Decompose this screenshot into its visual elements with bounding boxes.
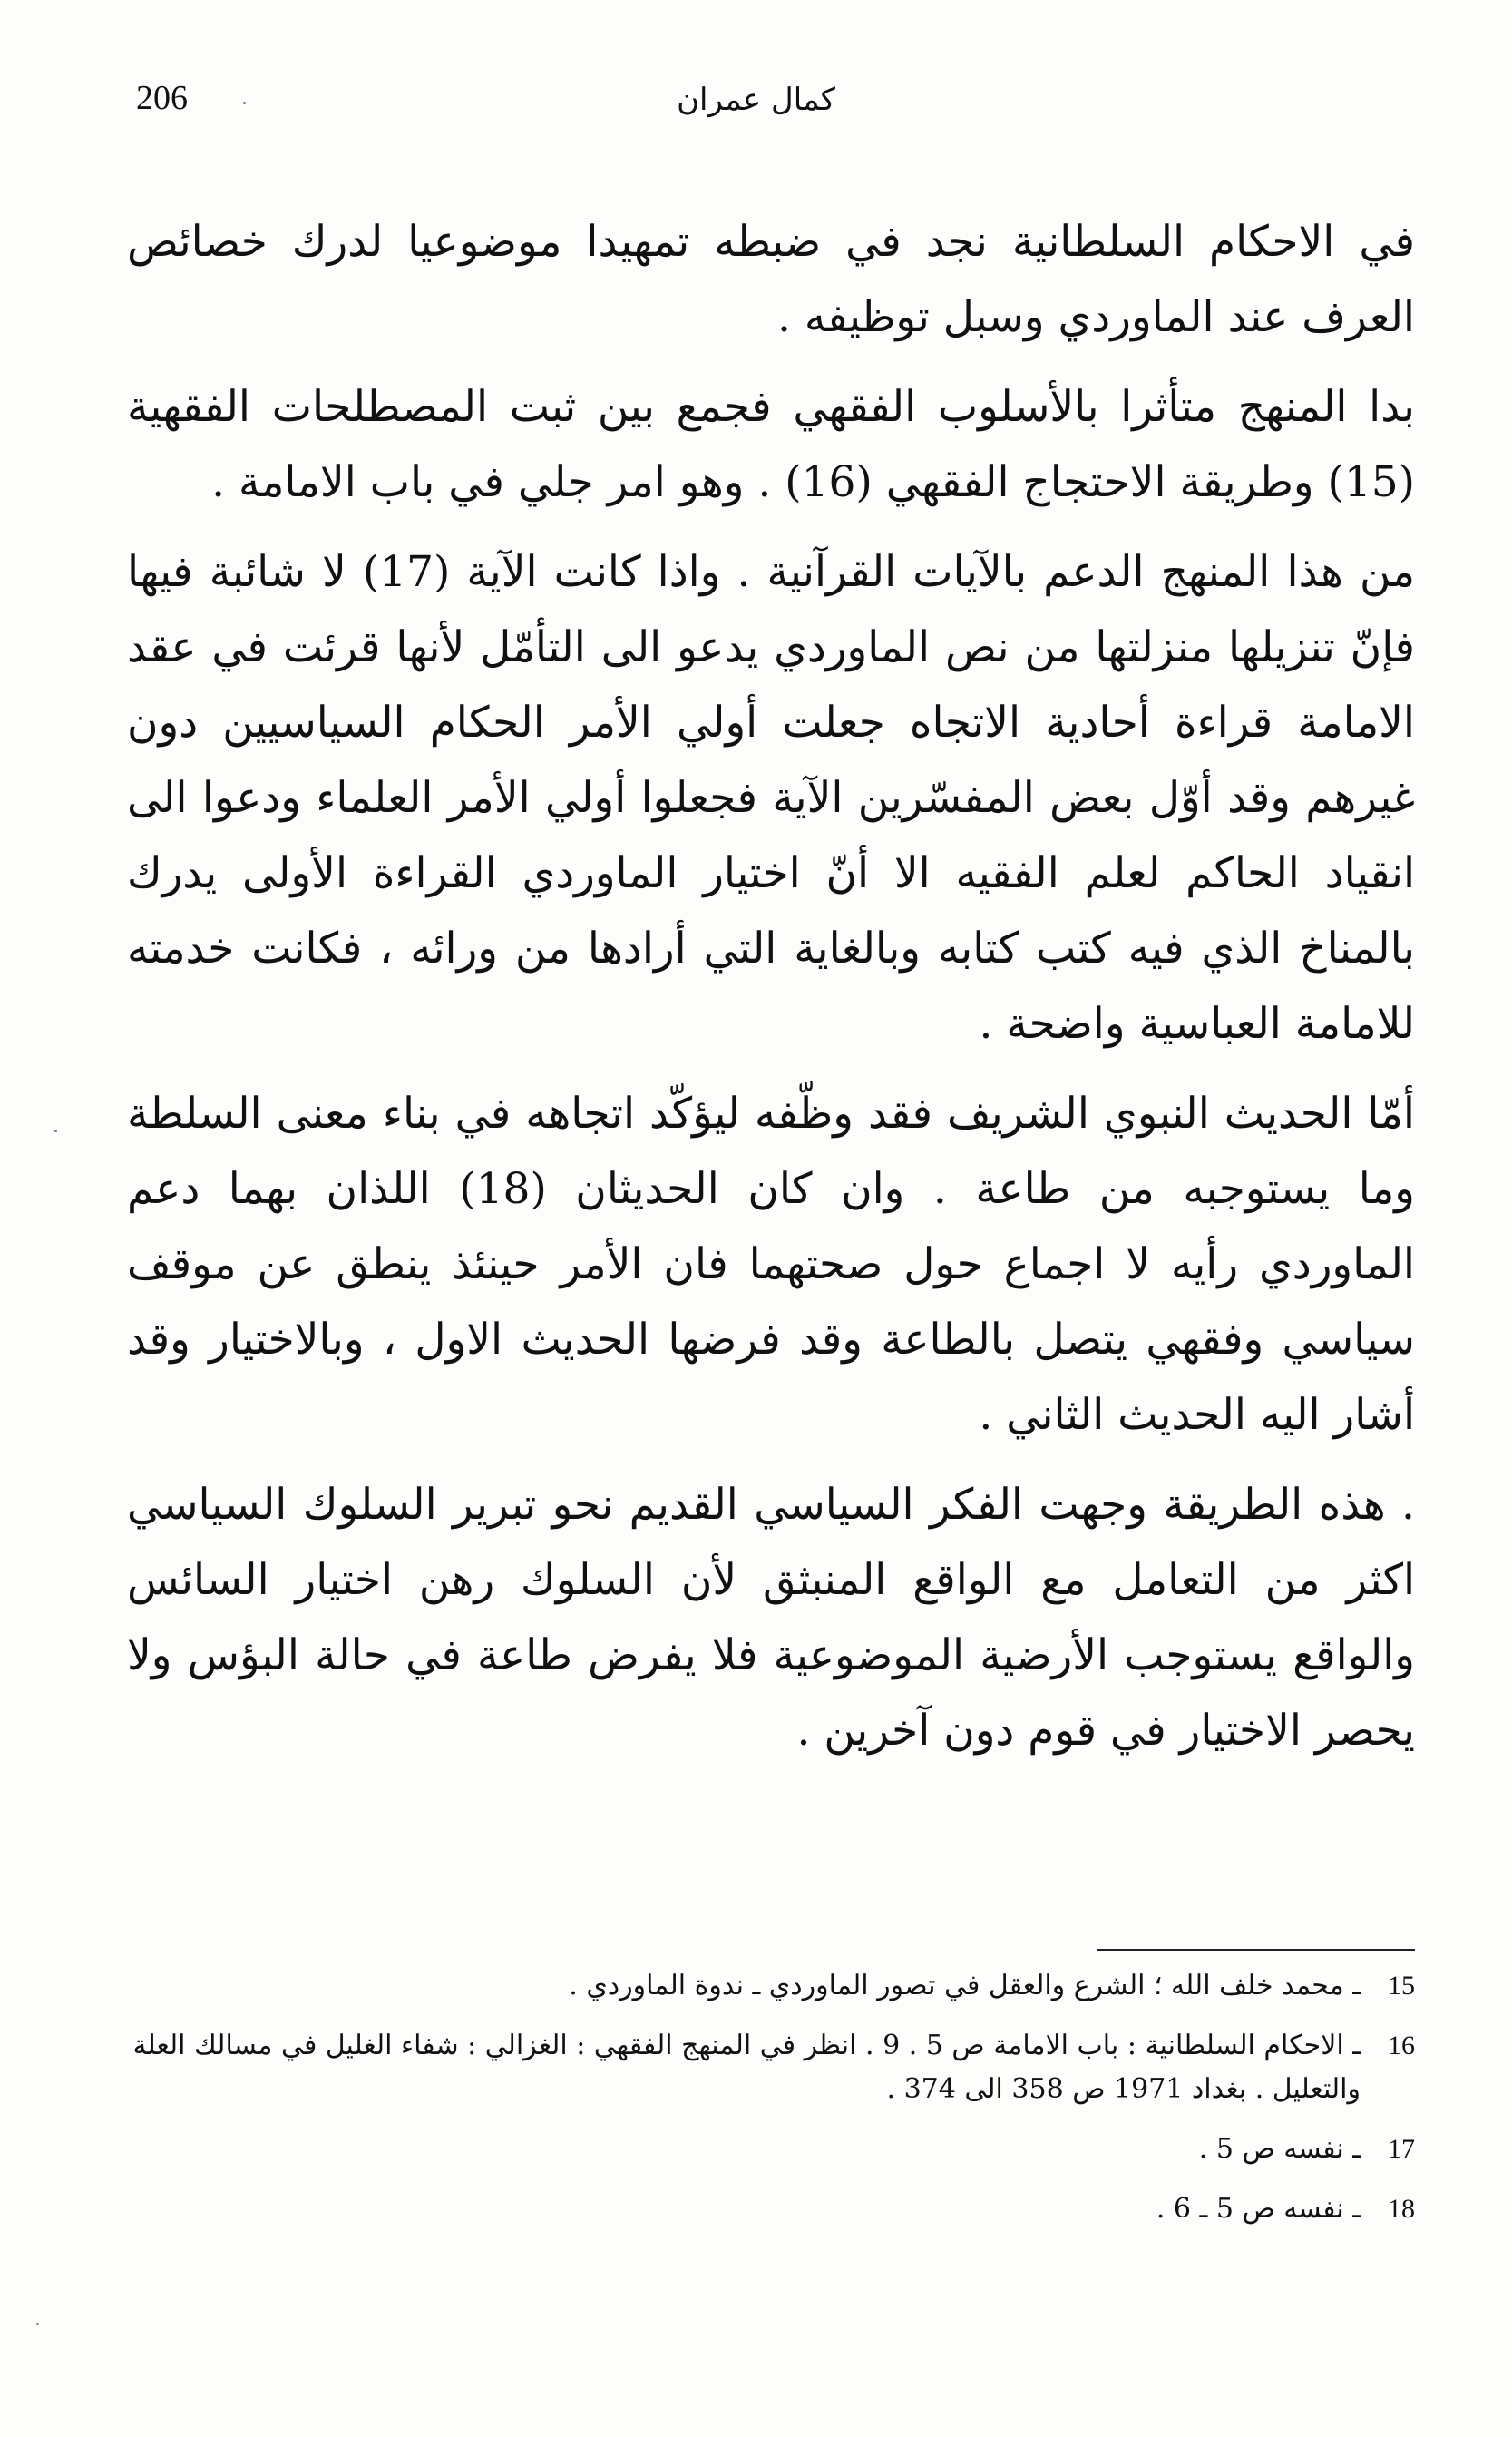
footnote [127,2187,1415,2231]
scan-speck [243,102,246,104]
page-header [136,78,1376,142]
footnote-number: 17 [1388,2134,1415,2164]
paragraph: من هذا المنهج الدعم بالآيات القرآنية . واذا كانت الآية (17) لا شائبة فيها فإنّ تنزيلها منزلتها من نص الماوردي يدعو الى التأمّل لأنها قرئت في عقد الامامة قراءة أحادية الاتجاه جعلت أولي الأمر الحكام السياسيين دون غيرهم وقد أوّل بعض المفسّرين الآية فجعلوا أولي الأمر العلماء ودعوا الى انقياد الحاكم لعلم الفقيه الا أنّ اختيار الماوردي القراءة الأولى يدرك بالمناخ الذي فيه كتب كتابه وبالغاية التي أرادها من ورائه ، فكانت خدمته للامامة العباسية واضحة . [127,547,1415,1049]
running-head-author: كمال عمران [677,82,835,118]
footnote [127,2024,1415,2111]
footnote-text: ـ نفسه ص 5 ـ 6 . [1156,2193,1361,2225]
footnote [127,2128,1415,2171]
paragraph: . هذه الطريقة وجهت الفكر السياسي القديم نحو تبرير السلوك السياسي اكثر من التعامل مع الواقع المنبثق لأن السلوك رهن اختيار السائس والواقع يستوجب الأرضية الموضوعية فلا يفرض طاعة في حالة البؤس ولا يحصر الاختيار في قوم دون آخرين . [127,1480,1415,1756]
paragraph: أمّا الحديث النبوي الشريف فقد وظّفه ليؤكّد اتجاهه في بناء معنى السلطة وما يستوجبه من طاعة . وان كان الحديثان (18) اللذان بهما دعم الماوردي رأيه لا اجماع حول صحتهما فان الأمر حينئذ ينطق عن موقف سياسي وفقهي يتصل بالطاعة وقد فرضها الحديث الاول ، وبالاختيار وقد أشار اليه الحديث الثاني . [127,1089,1415,1440]
body-text [127,204,1415,1783]
footnote-text: ـ نفسه ص 5 . [1198,2133,1361,2165]
footnote-number: 16 [1388,2031,1415,2060]
footnote-number: 18 [1388,2194,1415,2224]
footnote-text: ـ الاحكام السلطانية : باب الامامة ص 5 . 9 . انظر في المنهج الفقهي : الغزالي : شفاء الغليل في مسالك العلة والتعليل . بغداد 1971 ص 358 الى 374 . [132,2030,1361,2105]
paragraph: في الاحكام السلطانية نجد في ضبطه تمهيدا موضوعيا لدرك خصائص العرف عند الماوردي وسبل توظيفه . [127,217,1415,342]
footnote-divider [1097,1949,1415,1951]
footnote [127,1964,1415,2008]
scan-speck [36,2323,39,2325]
footnotes [127,1964,1415,2247]
paragraph: بدا المنهج متأثرا بالأسلوب الفقهي فجمع بين ثبت المصطلحات الفقهية (15) وطريقة الاحتجاج الفقهي (16) . وهو امر جلي في باب الامامة . [127,382,1415,507]
page-number: 206 [136,79,188,117]
scan-speck [54,1130,57,1132]
footnote-number: 15 [1388,1971,1415,2001]
footnote-text: ـ محمد خلف الله ؛ الشرع والعقل في تصور الماوردي ـ ندوة الماوردي . [569,1970,1361,2001]
